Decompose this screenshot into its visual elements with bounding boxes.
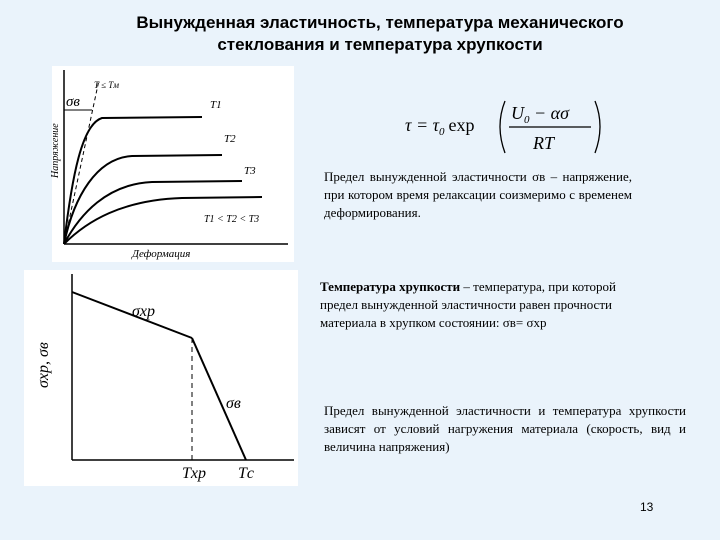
dependency-note: Предел вынужденной эластичности и температура хрупкости зависят от условий нагружения материала (скорость, вид и величина напряжения) (324, 403, 686, 454)
curve-label-1: T1 (210, 99, 222, 111)
brittleness-graph (24, 270, 298, 486)
relaxation-formula (405, 95, 650, 157)
brittleness-term: Температура хрупкости (320, 279, 461, 294)
sigma-v-label: σв (226, 395, 241, 412)
curve-label-2: T2 (224, 133, 236, 145)
sigma-hr-label: σхр (132, 303, 155, 320)
inequality-label: T1 < T2 < T3 (204, 214, 260, 225)
denominator: RT (533, 133, 555, 153)
slide-title (90, 12, 670, 56)
y-axis-label: σхр, σв (35, 342, 52, 388)
stress-strain-graph (52, 66, 294, 262)
page-number: 13 (640, 500, 654, 514)
definition-sigma-v: Предел вынужденной эластичности σв – напряжение, при котором время релаксации соизмеримо с временем деформирования. (324, 169, 632, 220)
right-paren (595, 101, 600, 153)
title-line-1: Вынужденная эластичность, температура механического (136, 13, 624, 32)
y-axis-label: Напряжение (50, 123, 61, 178)
x-tick-c: Tс (238, 465, 254, 482)
title-line-2: стеклования и температура хрупкости (217, 35, 543, 54)
x-tick-hr: Tхр (182, 465, 206, 482)
left-paren (500, 101, 505, 153)
x-axis-label: Деформация (132, 248, 191, 260)
curve-3 (64, 181, 242, 244)
temp-condition: T ≤ Tм (94, 80, 120, 90)
brittleness-definition: – температура, при которой предел вынужденной эластичности равен прочности материала в хрупком состоянии: σв= σхр (320, 279, 616, 330)
sigma-label: σв (66, 94, 80, 110)
curve-2 (64, 155, 222, 244)
definition-brittleness-temp (320, 278, 632, 332)
curve-label-3: T3 (244, 165, 256, 177)
svg-text:U0 − ασ: $U_0 - \alpha\sigma$ (511, 103, 569, 126)
svg-text:τ = τ0exp: $\tau = \tau_0$ exp (405, 115, 475, 138)
curve-1 (64, 117, 202, 244)
